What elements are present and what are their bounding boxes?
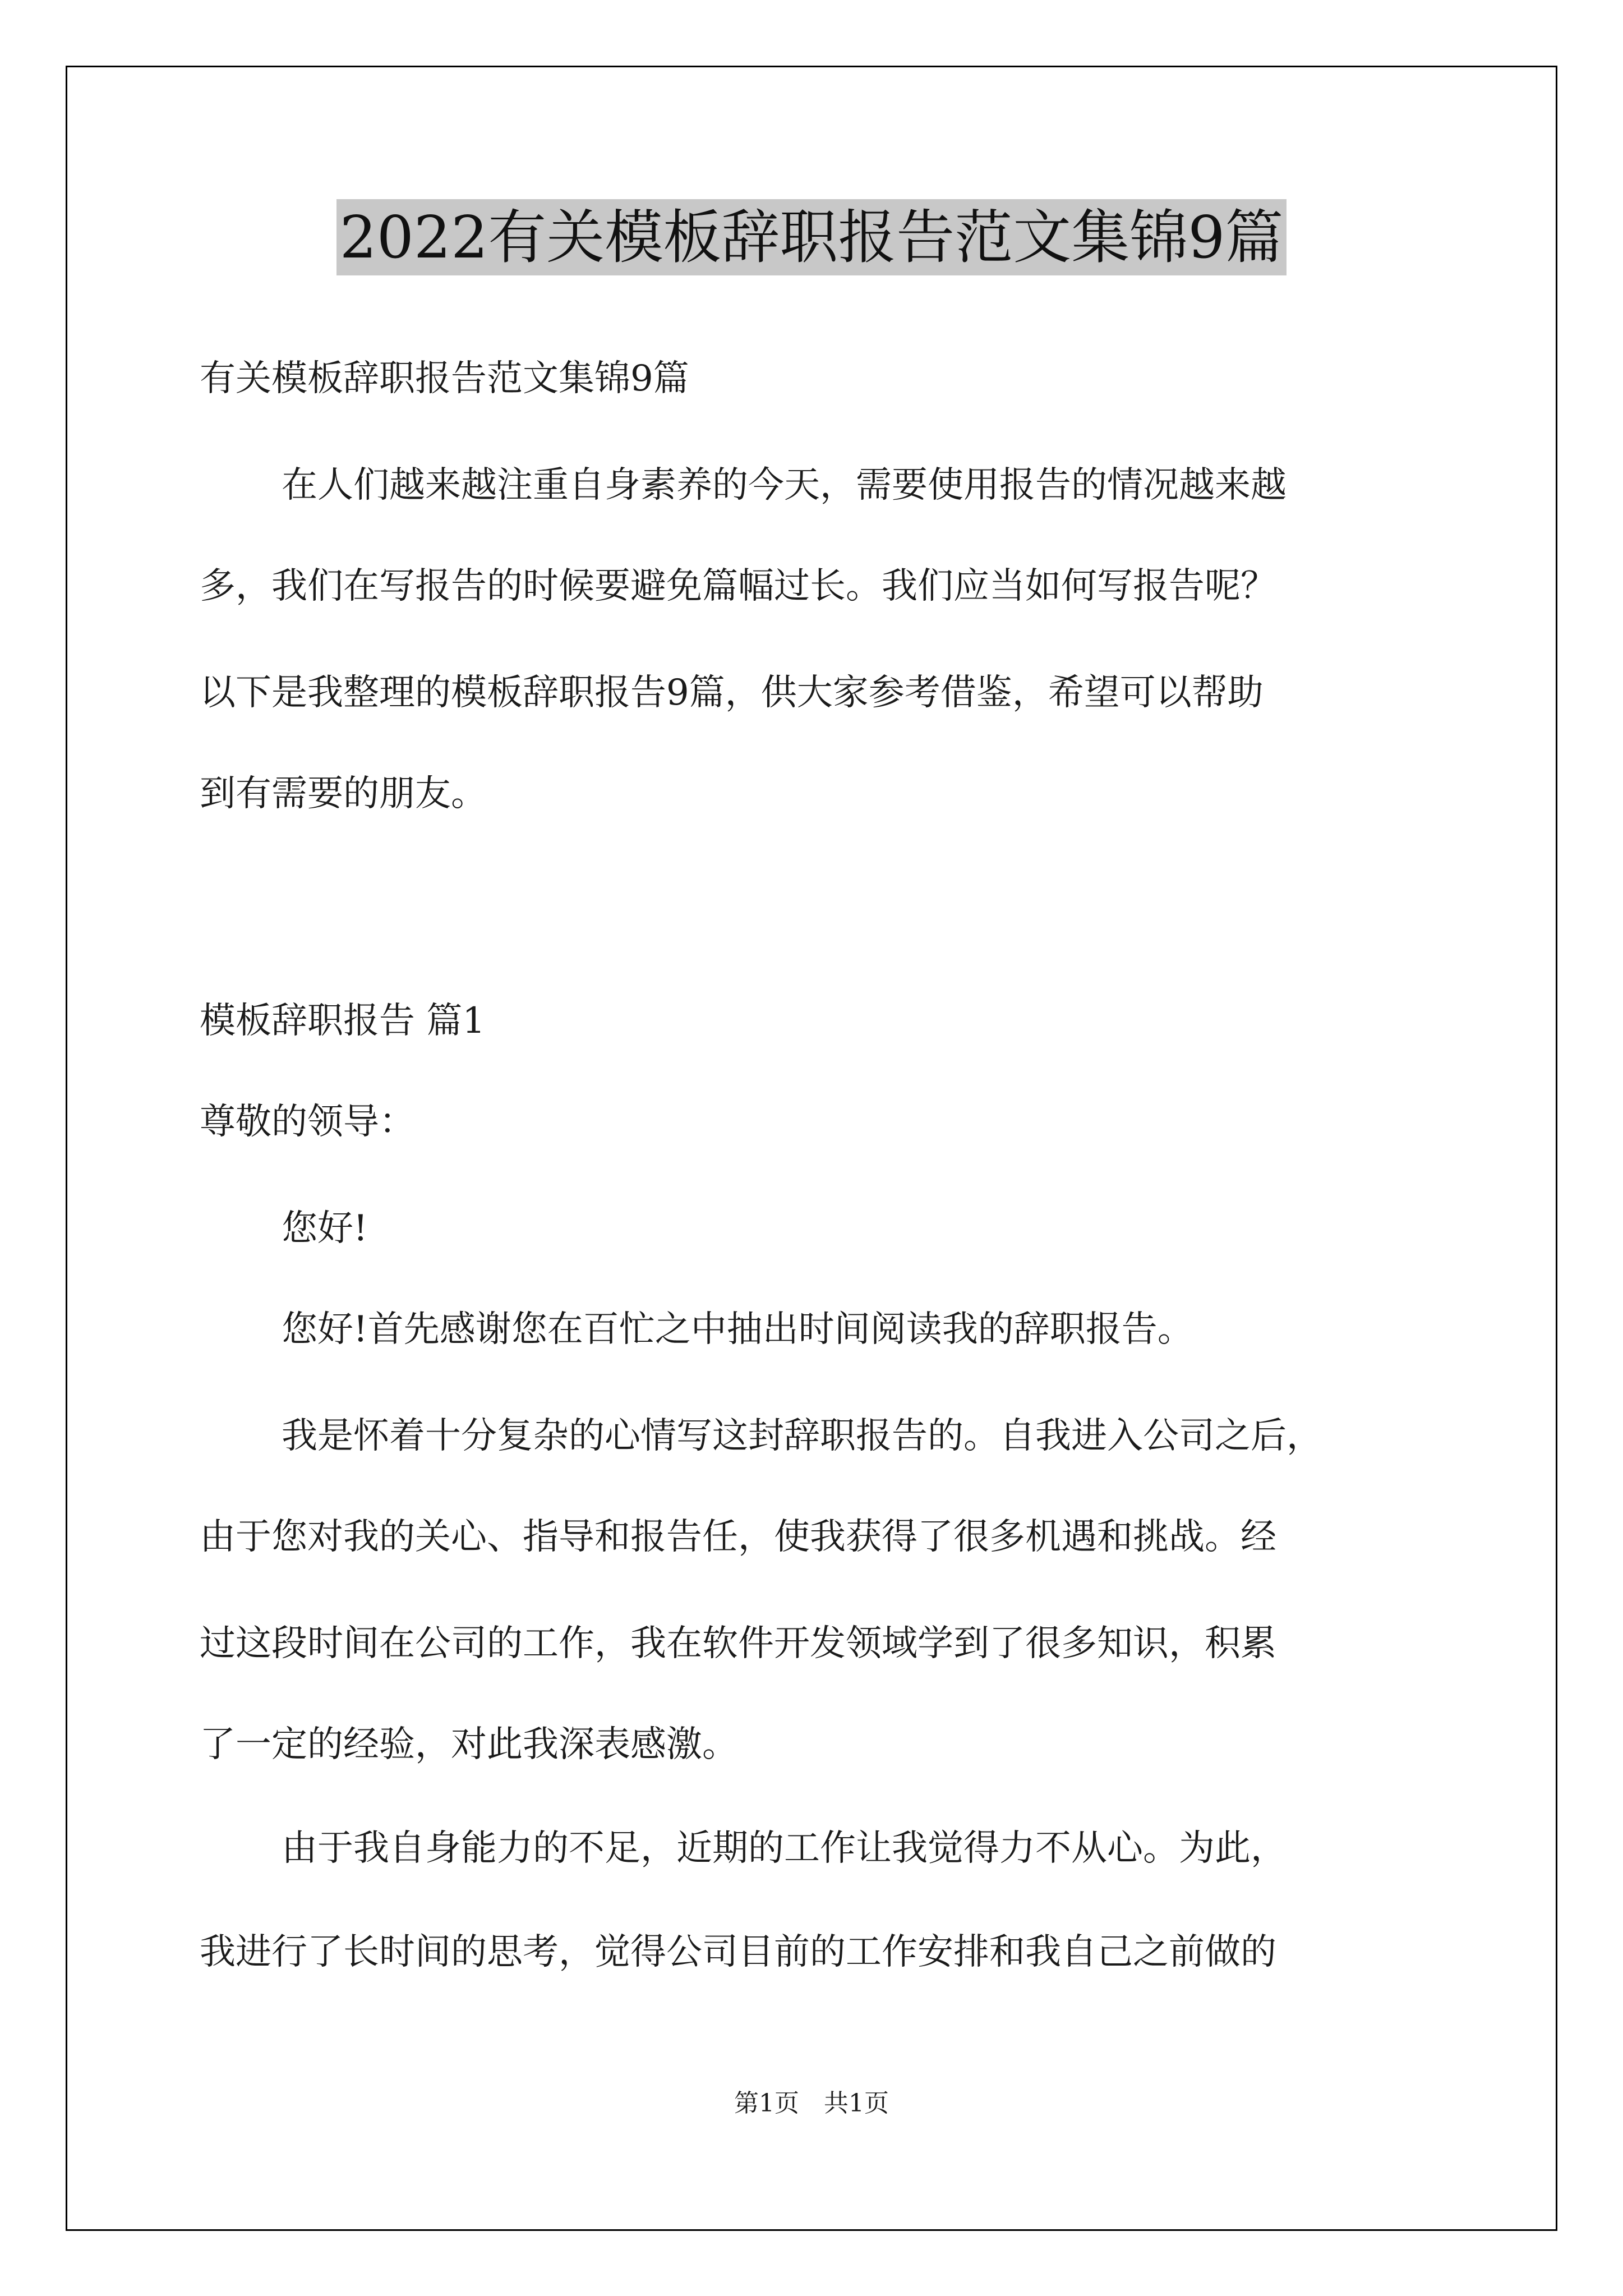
body-line: 我是怀着十分复杂的心情写这封辞职报告的。自我进入公司之后， — [282, 1415, 1322, 1457]
greeting: 您好! — [282, 1208, 368, 1249]
page-number-footer: 第1页 共1页 — [734, 2089, 889, 2118]
document-subtitle: 有关模板辞职报告范文集锦9篇 — [200, 358, 689, 399]
body-line: 过这段时间在公司的工作，我在软件开发领域学到了很多知识，积累 — [200, 1623, 1276, 1664]
intro-line: 多，我们在写报告的时候要避免篇幅过长。我们应当如何写报告呢？ — [200, 565, 1276, 607]
section-heading: 模板辞职报告 篇1 — [200, 1000, 486, 1042]
salutation: 尊敬的领导： — [200, 1101, 415, 1143]
body-line: 我进行了长时间的思考，觉得公司目前的工作安排和我自己之前做的 — [200, 1931, 1276, 1973]
intro-line: 在人们越来越注重自身素养的今天，需要使用报告的情况越来越 — [282, 464, 1287, 506]
title-container — [0, 199, 1623, 275]
body-line: 您好!首先感谢您在百忙之中抽出时间阅读我的辞职报告。 — [282, 1309, 1193, 1350]
intro-line: 到有需要的朋友。 — [200, 773, 487, 815]
body-line: 了一定的经验，对此我深表感激。 — [200, 1724, 738, 1765]
body-line: 由于我自身能力的不足，近期的工作让我觉得力不从心。为此， — [282, 1828, 1287, 1869]
body-line: 由于您对我的关心、指导和报告任，使我获得了很多机遇和挑战。经 — [200, 1516, 1276, 1558]
intro-line: 以下是我整理的模板辞职报告9篇，供大家参考借鉴，希望可以帮助 — [200, 672, 1264, 714]
document-title: 2022有关模板辞职报告范文集锦9篇 — [336, 199, 1287, 275]
